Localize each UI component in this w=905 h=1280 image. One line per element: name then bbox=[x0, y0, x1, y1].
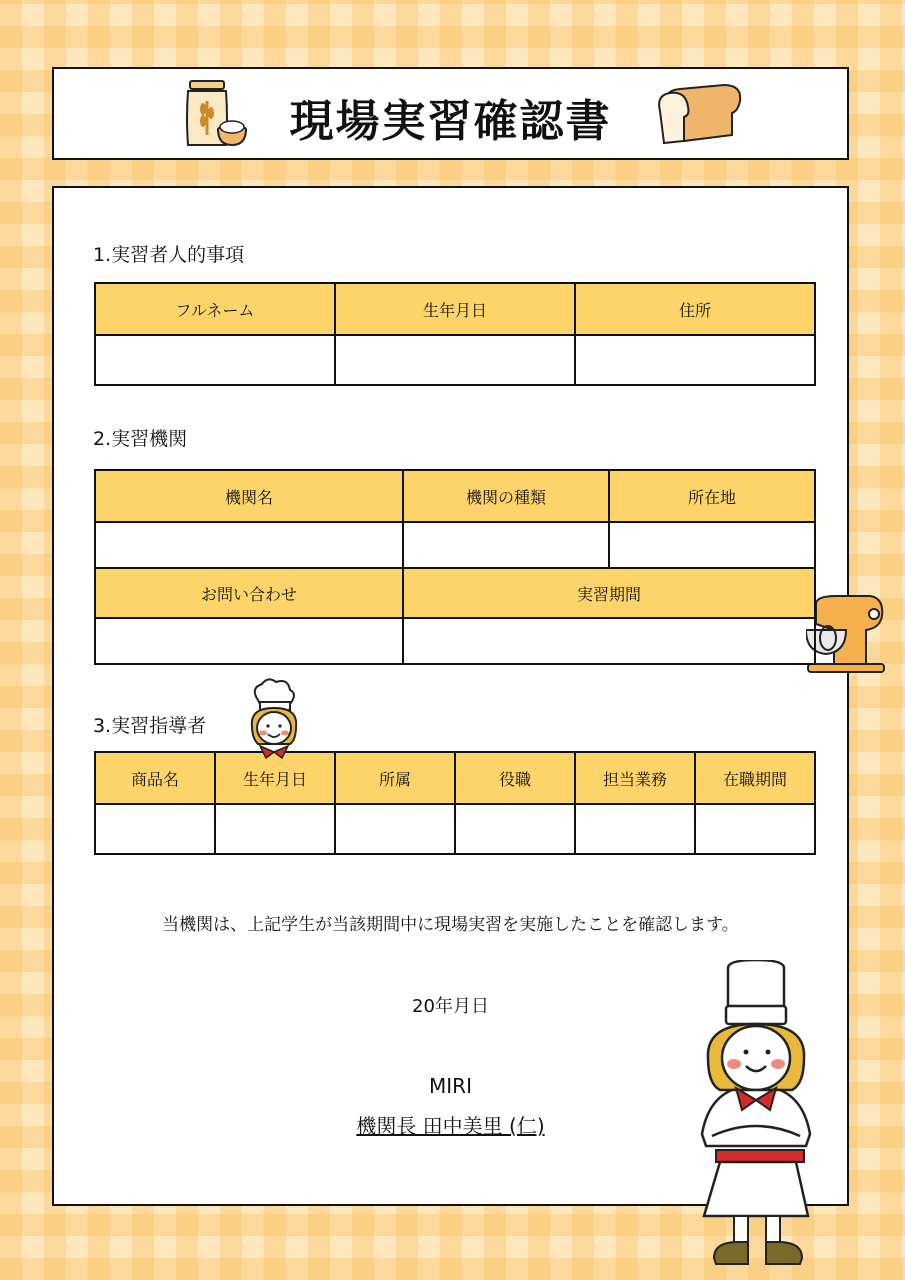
input-cell-contact[interactable] bbox=[95, 618, 403, 664]
bread-icon bbox=[654, 81, 744, 147]
header-cell-affiliation: 所属 bbox=[335, 752, 455, 804]
input-cell-institution-name[interactable] bbox=[95, 522, 403, 568]
input-cell-birthdate[interactable] bbox=[335, 335, 575, 385]
input-cell-location[interactable] bbox=[609, 522, 815, 568]
supervisor-table bbox=[94, 751, 816, 855]
section-heading-institution: 2.実習機関 bbox=[93, 428, 188, 450]
institution-table bbox=[94, 469, 816, 665]
organization-name: MIRI bbox=[429, 1074, 472, 1098]
page-title: 現場実習確認書 bbox=[289, 96, 612, 147]
header-cell-tenure: 在職期間 bbox=[695, 752, 815, 804]
signer-name: 機関長 田中美里 (仁) bbox=[356, 1114, 545, 1138]
input-cell-supervisor-birthdate[interactable] bbox=[215, 804, 335, 854]
header-cell-position: 役職 bbox=[455, 752, 575, 804]
header-cell-product-name: 商品名 bbox=[95, 752, 215, 804]
section-heading-supervisor: 3.実習指導者 bbox=[93, 715, 207, 737]
header-cell-duties: 担当業務 bbox=[575, 752, 695, 804]
input-cell-tenure[interactable] bbox=[695, 804, 815, 854]
stand-mixer-icon bbox=[806, 594, 888, 676]
header-cell-fullname: フルネーム bbox=[95, 283, 335, 335]
personal-info-table bbox=[94, 282, 816, 386]
header-cell-address: 住所 bbox=[575, 283, 815, 335]
section-heading-personal: 1.実習者人的事項 bbox=[93, 244, 245, 266]
header-cell-period: 実習期間 bbox=[403, 568, 815, 618]
input-cell-position[interactable] bbox=[455, 804, 575, 854]
header-cell-location: 所在地 bbox=[609, 470, 815, 522]
input-cell-affiliation[interactable] bbox=[335, 804, 455, 854]
chef-character-illustration bbox=[692, 960, 822, 1272]
input-cell-institution-type[interactable] bbox=[403, 522, 609, 568]
input-cell-period[interactable] bbox=[403, 618, 815, 664]
input-cell-duties[interactable] bbox=[575, 804, 695, 854]
header-cell-institution-name: 機関名 bbox=[95, 470, 403, 522]
date-line: 20年月日 bbox=[412, 996, 489, 1017]
confirmation-statement: 当機関は、上記学生が当該期間中に現場実習を実施したことを確認します。 bbox=[162, 915, 739, 935]
header-cell-institution-type: 機関の種類 bbox=[403, 470, 609, 522]
header-cell-birthdate: 生年月日 bbox=[335, 283, 575, 335]
title-box bbox=[52, 67, 849, 160]
input-cell-product-name[interactable] bbox=[95, 804, 215, 854]
input-cell-address[interactable] bbox=[575, 335, 815, 385]
chef-head-icon bbox=[244, 678, 304, 764]
header-cell-contact: お問い合わせ bbox=[95, 568, 403, 618]
header-cell-supervisor-birthdate: 生年月日 bbox=[215, 752, 335, 804]
input-cell-fullname[interactable] bbox=[95, 335, 335, 385]
